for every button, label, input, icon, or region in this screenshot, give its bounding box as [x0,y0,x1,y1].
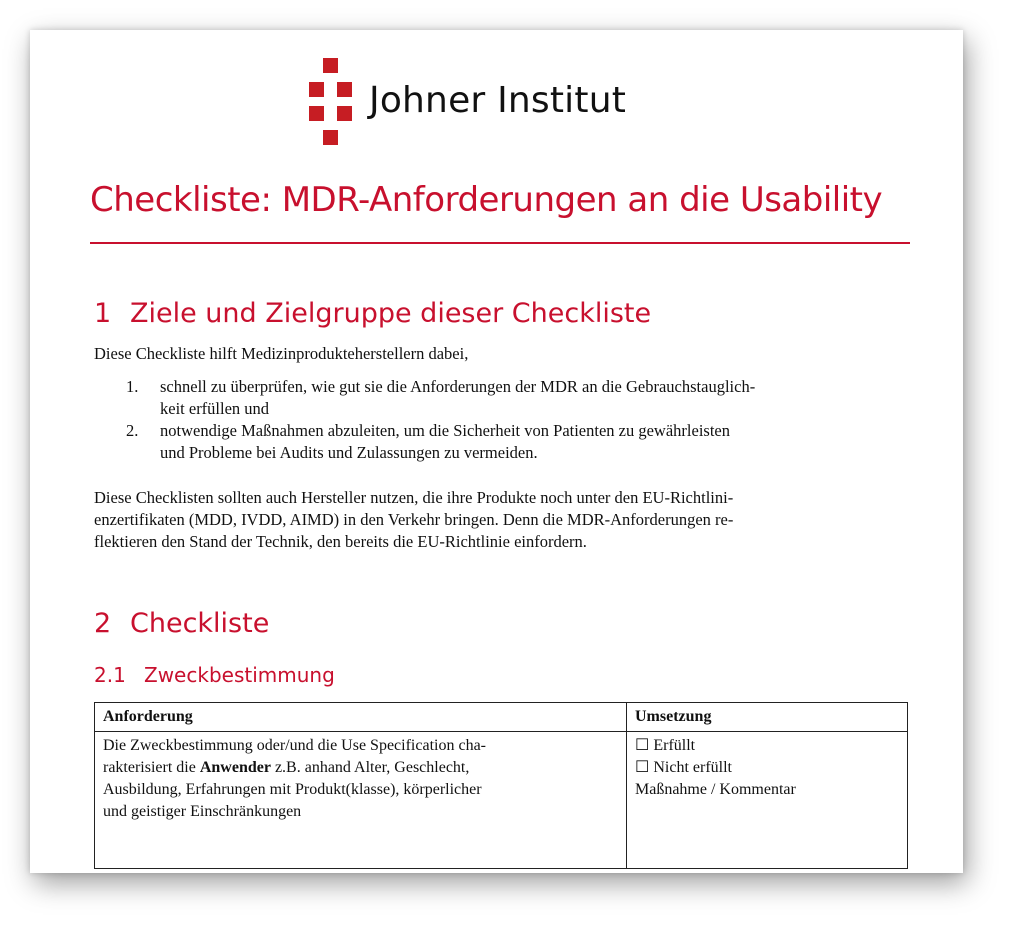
section-2-title: Checkliste [130,608,270,639]
title-rule [90,242,910,244]
requirement-line: und geistiger Einschränkungen [103,803,302,820]
list-item [94,420,914,464]
logo-text: Johner Institut [369,80,627,121]
subsection-number: 2.1 [94,663,126,687]
column-header-anforderung: Anforderung [95,703,627,732]
section-1-number: 1 [94,298,112,329]
subsection-heading [94,663,335,687]
johner-logo [309,58,709,153]
section-2-heading [94,608,269,639]
list-item-line: notwendige Maßnahmen abzuleiten, um die Sicherheit von Patienten zu gewährleisten [160,421,730,440]
section-1-title: Ziele und Zielgruppe dieser Checkliste [130,298,652,329]
document-page [30,30,963,873]
section-1-intro: Diese Checkliste hilft Medizinprodukteherstellern dabei, [94,344,469,363]
paragraph-line: enzertifikaten (MDD, IVDD, AIMD) in den Verkehr bringen. Denn die MDR-Anforderungen re- [94,510,734,529]
section-1-outro [94,487,914,553]
section-1-heading [94,298,651,329]
requirement-emphasis: Anwender [199,759,271,776]
list-item-line: keit erfüllen und [160,399,270,418]
requirement-text: rakterisiert die [103,759,200,776]
implementation-cell [627,732,908,869]
goals-list [94,376,914,464]
option-erfuellt-checkbox[interactable]: ☐ Erfüllt [635,737,696,754]
paragraph-line: flektieren den Stand der Technik, den bereits die EU-Richtlinie einfordern. [94,532,587,551]
logo-mark-icon [309,58,359,153]
comment-field[interactable]: Maßnahme / Kommentar [635,781,796,798]
option-nicht-erfuellt-checkbox[interactable]: ☐ Nicht erfüllt [635,759,732,776]
column-header-umsetzung: Umsetzung [627,703,908,732]
list-item [94,376,914,420]
section-2-number: 2 [94,608,112,639]
requirements-table [94,702,908,869]
document-title: Checkliste: MDR-Anforderungen an die Usability [90,180,883,220]
requirement-line: Die Zweckbestimmung oder/und die Use Specification cha- [103,737,486,754]
requirement-line: Ausbildung, Erfahrungen mit Produkt(klasse), körperlicher [103,781,482,798]
requirement-cell [95,732,627,869]
list-item-line: schnell zu überprüfen, wie gut sie die Anforderungen der MDR an die Gebrauchstauglich- [160,377,756,396]
paragraph-line: Diese Checklisten sollten auch Hersteller nutzen, die ihre Produkte noch unter den EU-Richtlini- [94,488,734,507]
table-header-row [95,703,908,732]
table-row [95,732,908,869]
requirement-text: z.B. anhand Alter, Geschlecht, [270,759,470,776]
list-marker: 2. [126,421,139,440]
subsection-title: Zweckbestimmung [144,663,335,687]
list-marker: 1. [126,377,139,396]
requirement-line [103,757,618,779]
list-item-line: und Probleme bei Audits und Zulassungen zu vermeiden. [160,443,538,462]
